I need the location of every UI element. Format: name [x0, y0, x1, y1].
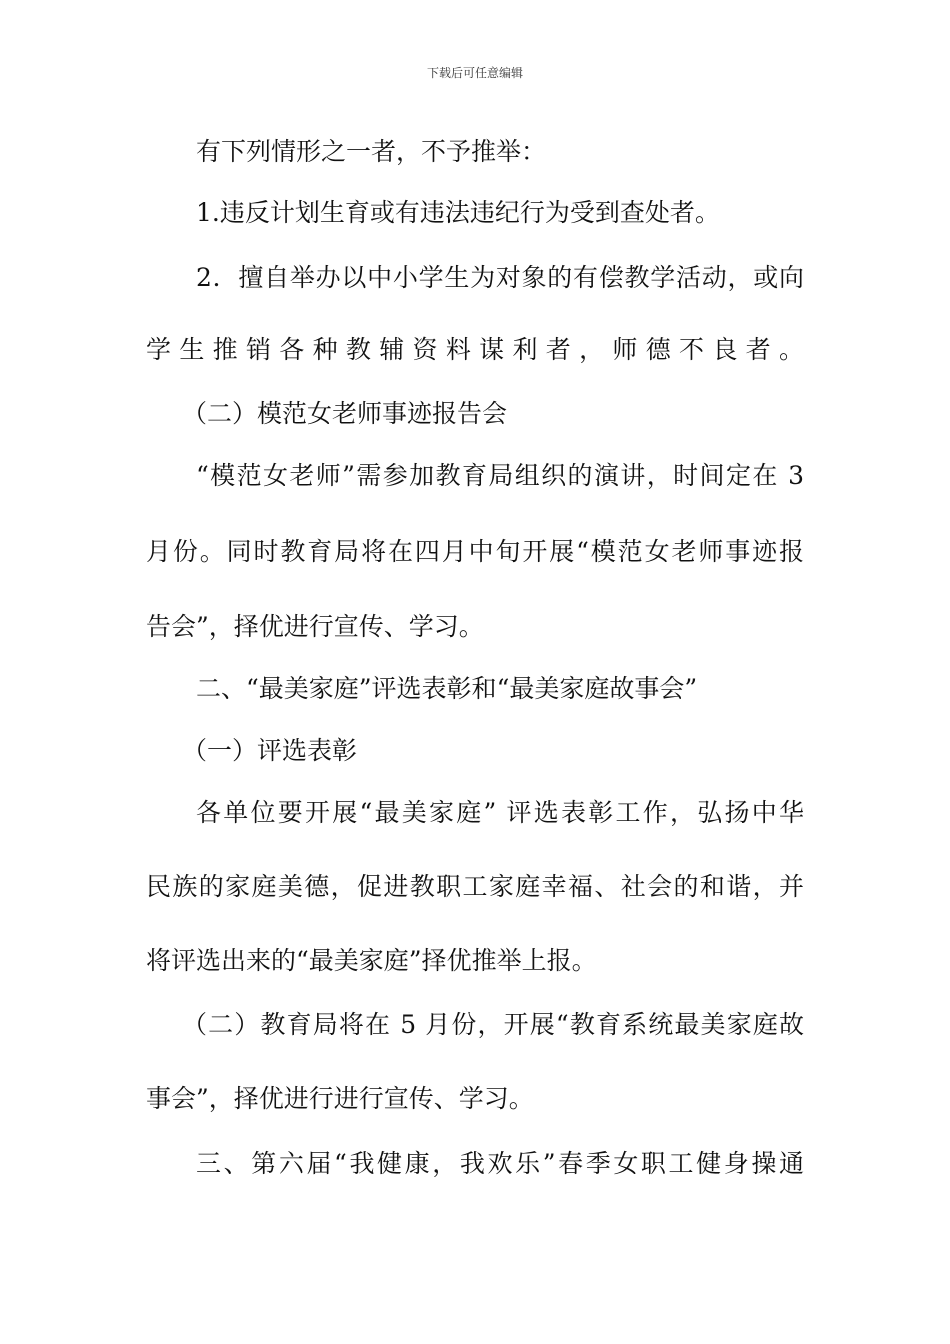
text-line-13: 将评选出来的“最美家庭”择优推举上报。	[146, 946, 597, 975]
text-line-8: 告会”，择优进行宣传、学习。	[146, 612, 484, 641]
section-heading-best-family: 二、“最美家庭”评选表彰和“最美家庭故事会”	[196, 674, 698, 703]
section-heading-fitness: 三、第六届“我健康，我欢乐”春季女职工健身操通	[196, 1149, 804, 1178]
text-line-2: 1.违反计划生育或有违法违纪行为受到查处者。	[196, 198, 720, 227]
text-line-14: （二）教育局将在 5 月份，开展“教育系统最美家庭故	[182, 1010, 804, 1039]
text-line-1: 有下列情形之一者，不予推举：	[196, 137, 547, 166]
text-line-15: 事会”，择优进行进行宣传、学习。	[146, 1084, 534, 1113]
page-header: 下载后可任意编辑	[426, 66, 523, 80]
text-line-4: 学生推销各种教辅资料谋利者，师德不良者。	[146, 335, 804, 364]
text-line-7: 月份。同时教育局将在四月中旬开展“模范女老师事迹报	[146, 537, 804, 566]
text-line-6: “模范女老师”需参加教育局组织的演讲，时间定在 3	[196, 461, 804, 490]
section-heading-selection: （一）评选表彰	[182, 736, 358, 765]
text-line-11: 各单位要开展“最美家庭” 评选表彰工作，弘扬中华	[196, 798, 804, 827]
text-line-3: 2．擅自举办以中小学生为对象的有偿教学活动，或向	[196, 263, 804, 292]
text-line-12: 民族的家庭美德，促进教职工家庭幸福、社会的和谐，并	[146, 872, 804, 901]
section-heading-model-teacher-report: （二）模范女老师事迹报告会	[182, 399, 508, 428]
